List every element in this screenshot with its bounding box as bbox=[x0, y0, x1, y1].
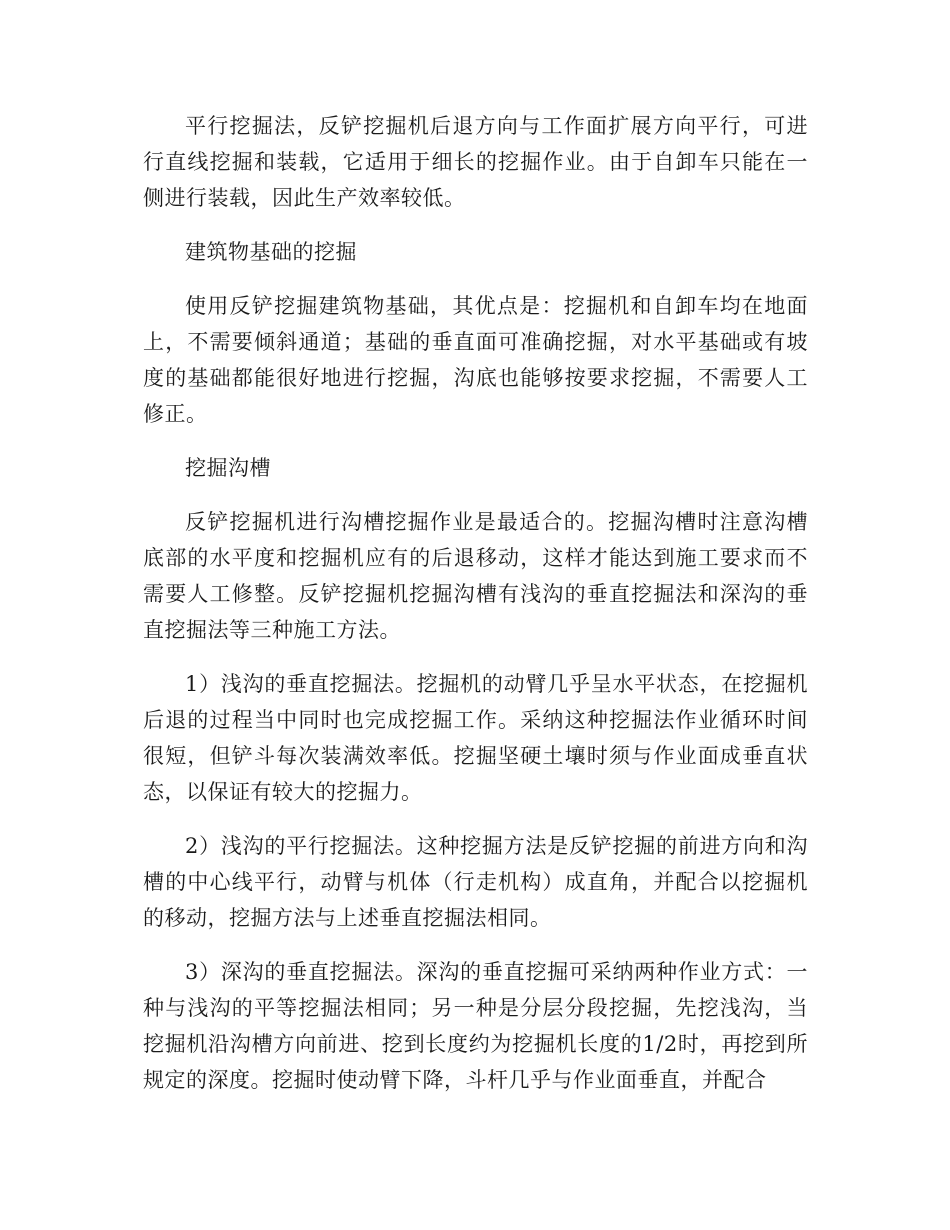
paragraph-shallow-parallel: 2）浅沟的平行挖掘法。这种挖掘方法是反铲挖掘的前进方向和沟槽的中心线平行，动臂与机体（行走机构）成直角，并配合以挖掘机的移动，挖掘方法与上述垂直挖掘法相同。 bbox=[143, 834, 808, 930]
heading-building-foundation: 建筑物基础的挖掘 bbox=[185, 240, 357, 264]
paragraph-parallel-excavation: 平行挖掘法，反铲挖掘机后退方向与工作面扩展方向平行，可进行直线挖掘和装载，它适用于细长的挖掘作业。由于自卸车只能在一侧进行装载，因此生产效率较低。 bbox=[143, 114, 808, 210]
heading-trench-excavation: 挖掘沟槽 bbox=[185, 456, 271, 480]
paragraph-shallow-vertical: 1）浅沟的垂直挖掘法。挖掘机的动臂几乎呈水平状态，在挖掘机后退的过程当中同时也完成挖掘工作。采纳这种挖掘法作业循环时间很短，但铲斗每次装满效率低。挖掘坚硬土壤时须与作业面成垂直状态，以保证有较大的挖掘力。 bbox=[143, 672, 808, 804]
paragraph-foundation-advantages: 使用反铲挖掘建筑物基础，其优点是：挖掘机和自卸车均在地面上，不需要倾斜通道；基础的垂直面可准确挖掘，对水平基础或有坡度的基础都能很好地进行挖掘，沟底也能够按要求挖掘，不需要人工修正。 bbox=[143, 294, 808, 426]
paragraph-deep-vertical: 3）深沟的垂直挖掘法。深沟的垂直挖掘可采纳两种作业方式：一种与浅沟的平等挖掘法相同；另一种是分层分段挖掘，先挖浅沟，当挖掘机沿沟槽方向前进、挖到长度约为挖掘机长度的1/2时，再挖到所规定的深度。挖掘时使动臂下降，斗杆几乎与作业面垂直，并配合 bbox=[143, 960, 808, 1092]
paragraph-trench-overview: 反铲挖掘机进行沟槽挖掘作业是最适合的。挖掘沟槽时注意沟槽底部的水平度和挖掘机应有的后退移动，这样才能达到施工要求而不需要人工修整。反铲挖掘机挖掘沟槽有浅沟的垂直挖掘法和深沟的垂直挖掘法等三种施工方法。 bbox=[143, 510, 808, 642]
